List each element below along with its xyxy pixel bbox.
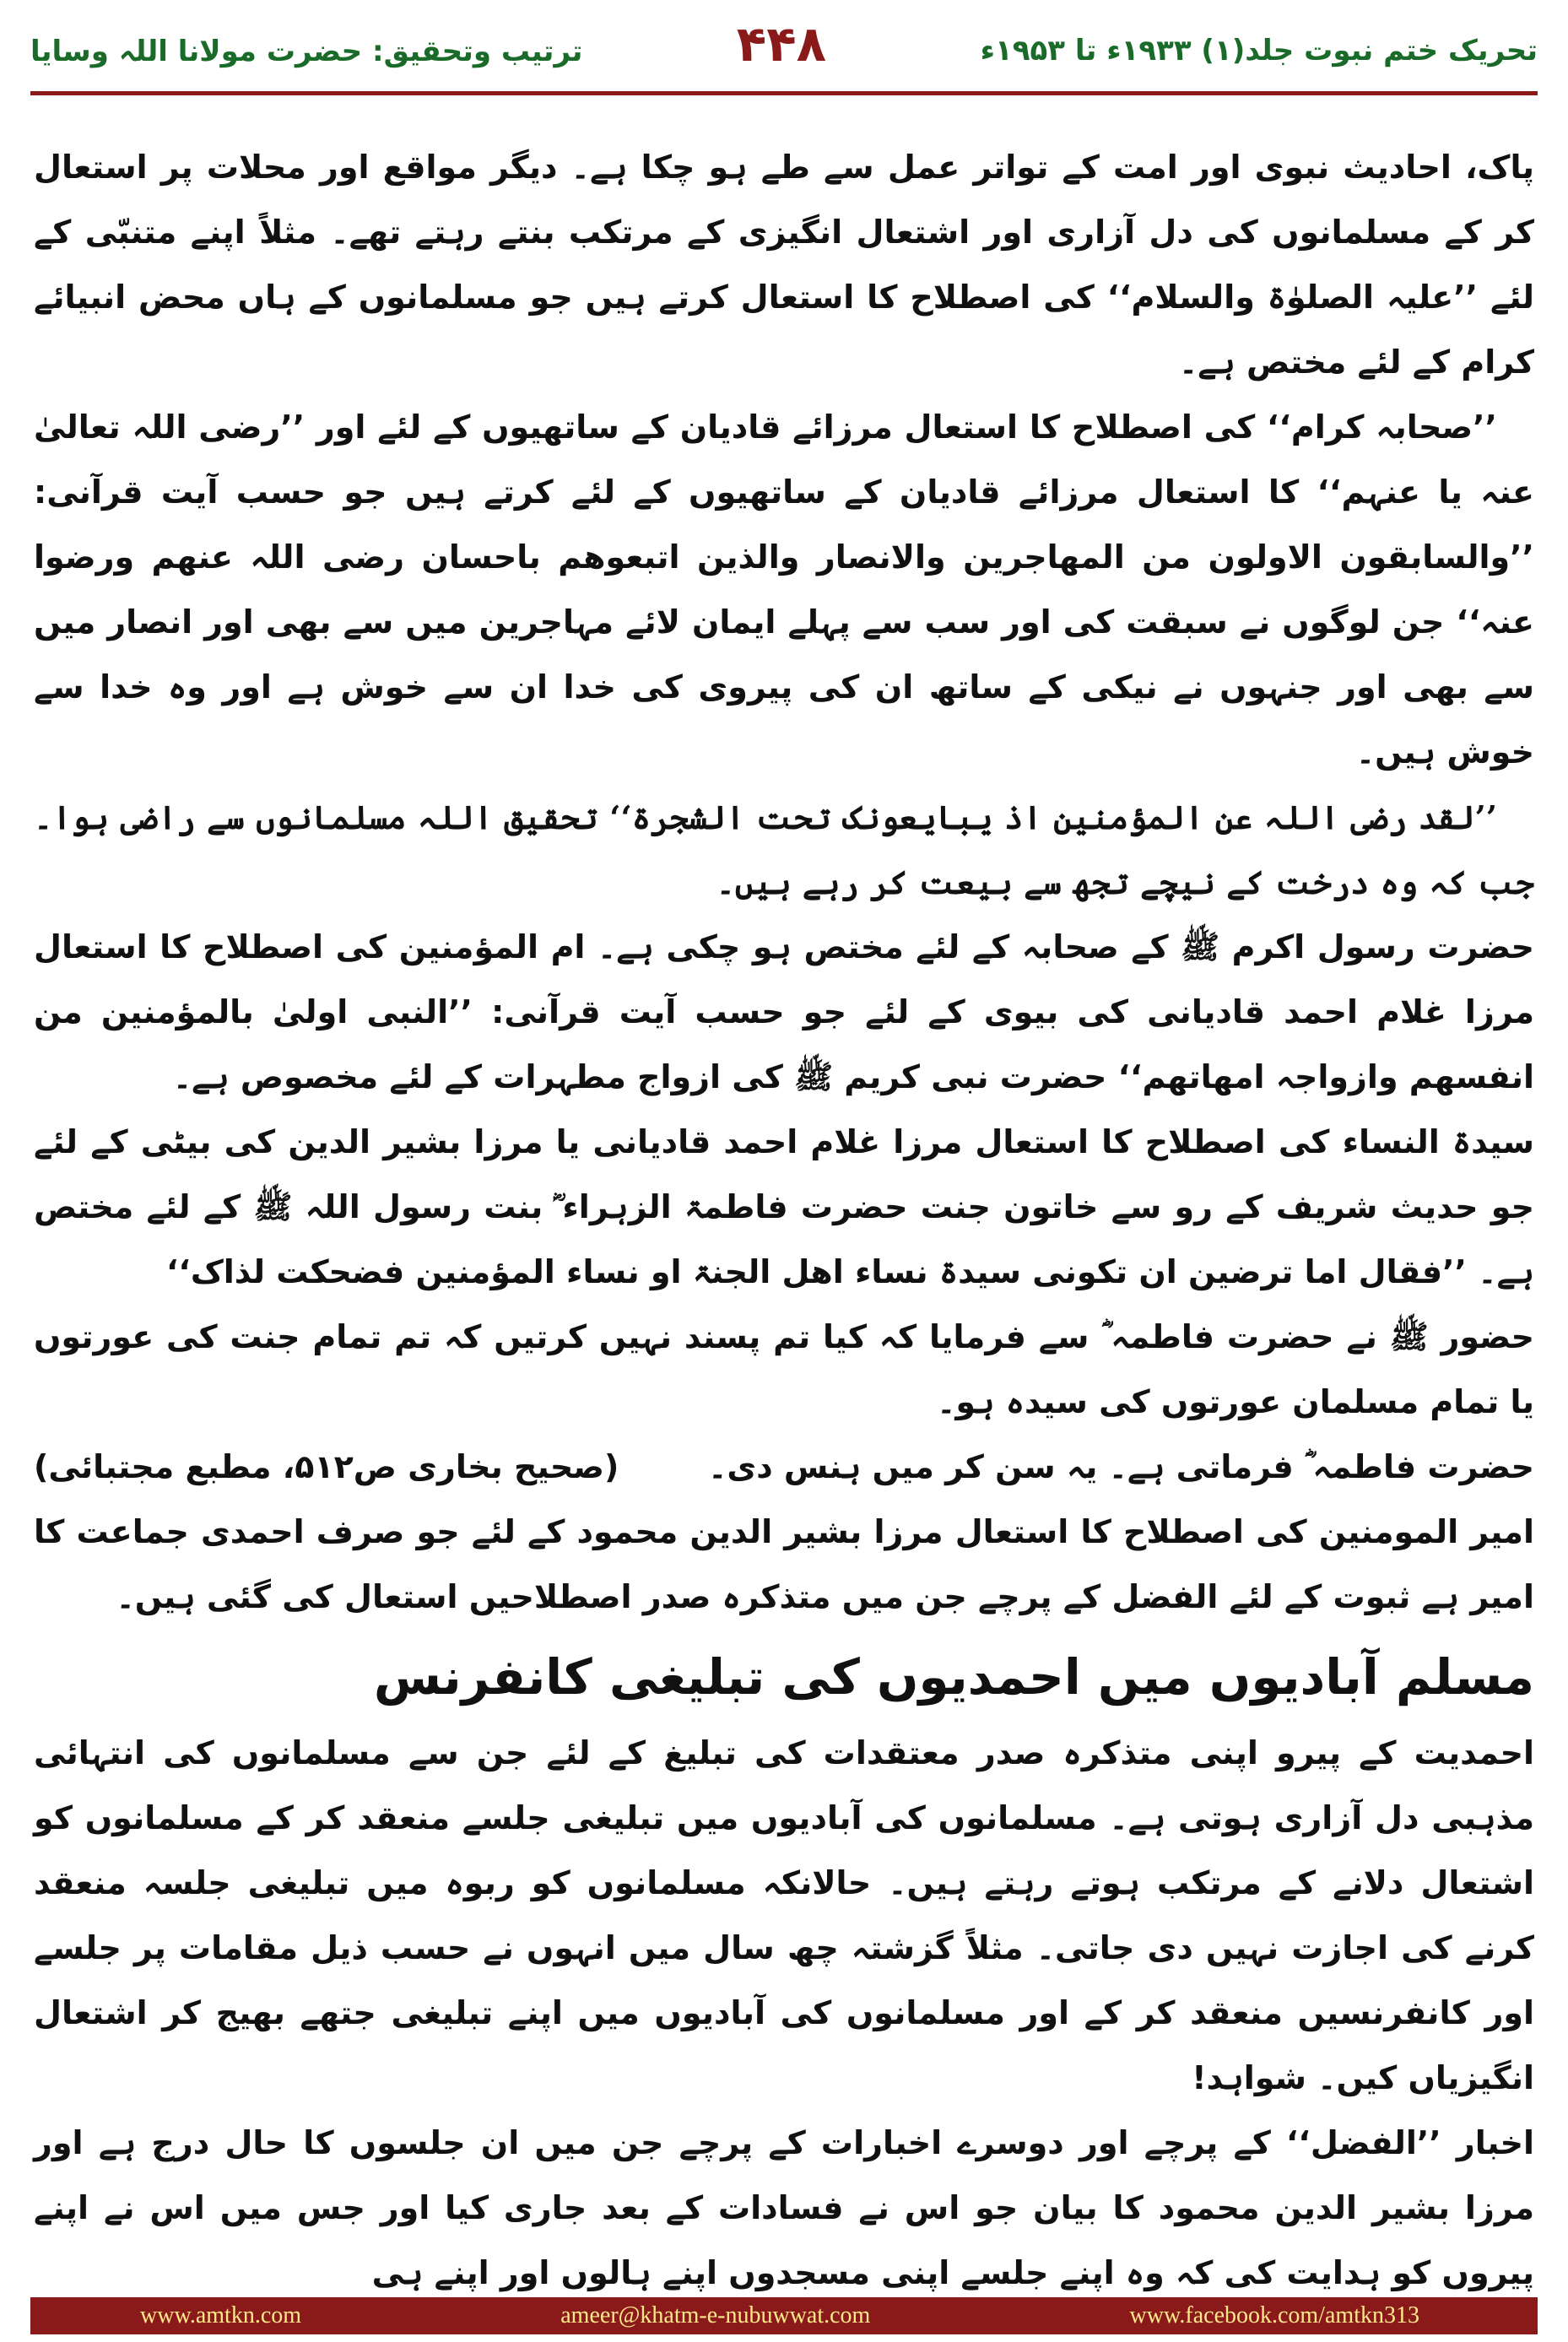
paragraph: اخبار ’’الفضل‘‘ کے پرچے اور دوسرے اخبارات کے پرچے جن میں ان جلسوں کا حال درج ہے اور مرزا بشیر الدین محمود کا بیان جو اس نے فسادات کے بعد جاری کیا اور جس میں اس نے اپنے پیروں کو ہدایت کی کہ وہ اپنے جلسے اپنی مسجدوں اپنے ہالوں اور اپنے ہی bbox=[34, 2124, 1534, 2291]
paragraph: ’’صحابہ کرام‘‘ کی اصطلاح کا استعال مرزائے قادیان کے ساتھیوں کے لئے اور ’’رضی اللہ تعالیٰ عنہ یا عنہم‘‘ کا استعال مرزائے قادیان کے ساتھیوں کے لئے کرتے ہیں جو حسب آیت قرآنی: ’’والسابقون الاولون من المھاجرین والانصار والذین اتبعوھم باحسان رضی اللہ عنھم ورضوا عنہ‘‘ جن لوگوں نے سبقت کی اور سب سے پہلے ایمان لائے مہاجرین میں سے بھی اور انصار میں سے بھی اور جنہوں نے نیکی کے ساتھ ان کی پیروی کی خدا ان سے خوش ہے اور وہ خدا سے خوش ہیں۔ bbox=[34, 408, 1534, 771]
reference-row bbox=[34, 1435, 1534, 1500]
email-link[interactable]: ameer@khatm-e-nubuwwat.com bbox=[560, 2302, 871, 2328]
paragraph: حضور ﷺ نے حضرت فاطمہ ؓ سے فرمایا کہ کیا تم پسند نہیں کرتیں کہ تم تمام جنت کی عورتوں یا تمام مسلمان عورتوں کی سیدہ ہو۔ bbox=[34, 1318, 1534, 1420]
book-title: تحریک ختم نبوت جلد(۱) ۱۹۳۳ء تا ۱۹۵۳ء bbox=[980, 34, 1538, 68]
paragraph: حضرت رسول اکرم ﷺ کے صحابہ کے لئے مختص ہو چکی ہے۔ ام المؤمنین کی اصطلاح کا استعال مرزا غلام احمد قادیانی کی بیوی کے لئے جو حسب آیت قرآنی: ’’النبی اولیٰ بالمؤمنین من انفسھم وازواجہ امھاتھم‘‘ حضرت نبی کریم ﷺ کی ازواج مطہرات کے لئے مخصوص ہے۔ bbox=[34, 928, 1534, 1095]
website-link[interactable]: www.amtkn.com bbox=[140, 2302, 302, 2328]
facebook-link[interactable]: www.facebook.com/amtkn313 bbox=[1129, 2302, 1419, 2328]
paragraph: پاک، احادیث نبوی اور امت کے تواتر عمل سے طے ہو چکا ہے۔ دیگر مواقع اور محلات پر استعال کر کے مسلمانوں کی دل آزاری اور اشتعال انگیزی کے مرتکب بنتے رہتے تھے۔ مثلاً اپنے متنبّی کے لئے ’’علیہ الصلوٰۃ والسلام‘‘ کی اصطلاح کا استعال کرتے ہیں جو مسلمانوں کے ہاں محض انبیائے کرام کے لئے مختص ہے۔ bbox=[34, 149, 1534, 381]
paragraph: ’’لقد رضی اللہ عن المؤمنین اذ یبایعونک تحت الشجرۃ‘‘ تحقیق اللہ مسلمانوں سے راضی ہوا۔ جب کہ وہ درخت کے نیچے تجھ سے بیعت کر رہے ہیں۔ bbox=[34, 798, 1534, 901]
paragraph: سیدۃ النساء کی اصطلاح کا استعال مرزا غلام احمد قادیانی یا مرزا بشیر الدین کی بیٹی کے لئے جو حدیث شریف کے رو سے خاتون جنت حضرت فاطمۃ الزہراء ؓ بنت رسول اللہ ﷺ کے لئے مختص ہے۔ ’’فقال اما ترضین ان تکونی سیدۃ نساء اھل الجنۃ او نساء المؤمنین فضحکت لذاک‘‘ bbox=[34, 1123, 1534, 1290]
paragraph: امیر المومنین کی اصطلاح کا استعال مرزا بشیر الدین محمود کے لئے جو صرف احمدی جماعت کا امیر ہے ثبوت کے لئے الفضل کے پرچے جن میں متذکرہ صدر اصطلاحیں استعال کی گئی ہیں۔ bbox=[34, 1513, 1534, 1615]
header-divider bbox=[30, 91, 1538, 95]
paragraph: احمدیت کے پیرو اپنی متذکرہ صدر معتقدات کی تبلیغ کے لئے جن سے مسلمانوں کی انتہائی مذہبی دل آزاری ہوتی ہے۔ مسلمانوں کی آبادیوں میں تبلیغی جلسے منعقد کر کے مسلمانوں کو اشتعال دلانے کے مرتکب ہوتے رہتے ہیں۔ حالانکہ مسلمانوں کو ربوہ میں تبلیغی جلسہ منعقد کرنے کی اجازت نہیں دی جاتی۔ مثلاً گزشتہ چھ سال میں انہوں نے حسب ذیل مقامات پر جلسے اور کانفرنسیں منعقد کر کے اور مسلمانوں کی آبادیوں میں اپنے تبلیغی جتھے بھیج کر اشتعال انگیزیاں کیں۔ شواہد! bbox=[34, 1734, 1534, 2096]
page-number: ۴۴۸ bbox=[736, 15, 826, 73]
section-heading: مسلم آبادیوں میں احمدیوں کی تبلیغی کانفرنس bbox=[373, 1648, 1534, 1706]
page-header bbox=[0, 0, 1568, 84]
paragraph: حضرت فاطمہ ؓ فرماتی ہے۔ یہ سن کر میں ہنس دی۔ bbox=[708, 1448, 1534, 1485]
compiler-credit: ترتیب وتحقیق: حضرت مولانا اللہ وسایا bbox=[30, 35, 583, 68]
page-body bbox=[34, 135, 1534, 2291]
page-footer bbox=[30, 2297, 1538, 2334]
citation: (صحیح بخاری ص۵۱۲، مطبع مجتبائی) bbox=[34, 1448, 619, 1485]
